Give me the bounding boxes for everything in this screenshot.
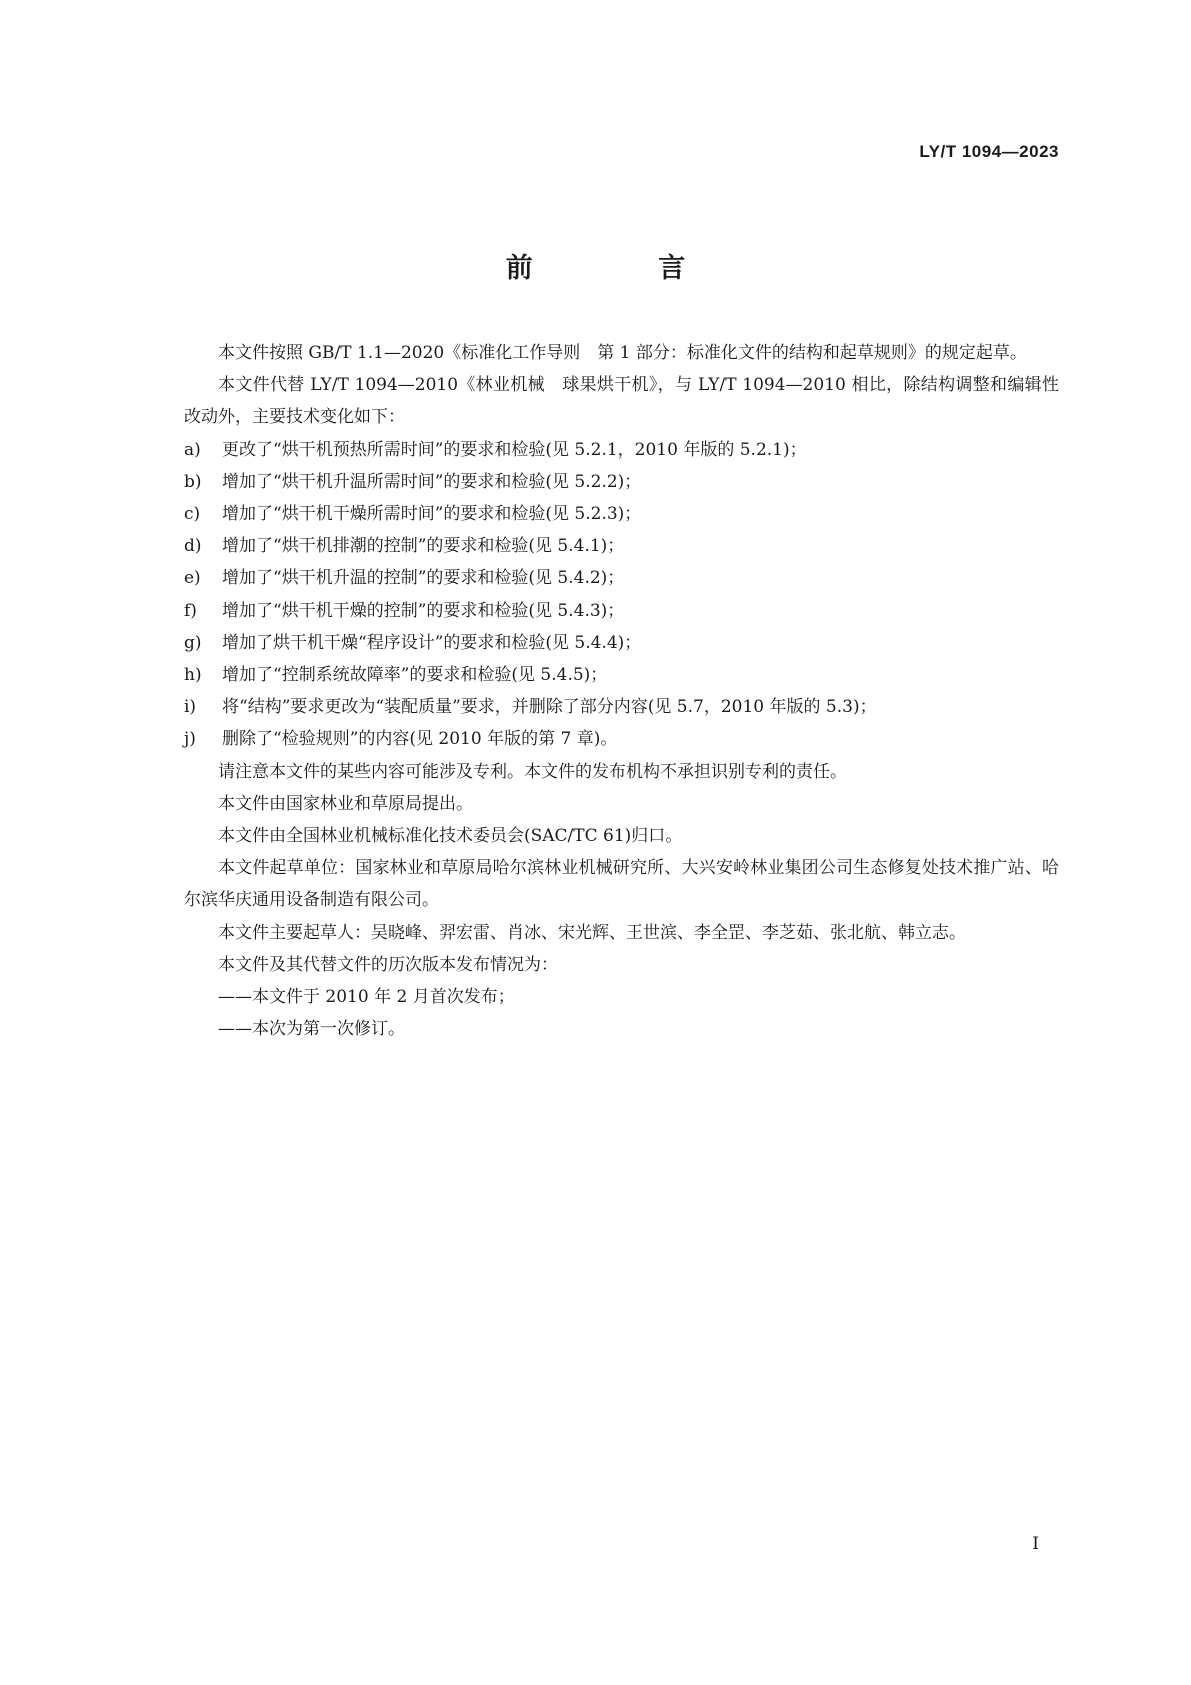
list-item	[184, 434, 1059, 466]
paragraph-proposer: 本文件由国家林业和草原局提出。	[218, 793, 473, 814]
history-item-first-release: ——本文件于 2010 年 2 月首次发布；	[218, 987, 515, 1008]
document-code: LY/T 1094—2023	[919, 142, 1059, 161]
list-item	[184, 530, 1059, 562]
page-title: 前 言	[505, 253, 744, 284]
paragraph-drafters: 本文件主要起草人：吴晓峰、羿宏雷、肖冰、宋光辉、王世滨、李全罡、李芝茹、张北航、韩立志。	[218, 922, 966, 943]
list-marker: f)	[184, 600, 197, 621]
history-item-revision: ——本次为第一次修订。	[218, 1019, 405, 1040]
list-item-text: 增加了“烘干机升温的控制”的要求和检验(见 5.4.2)；	[222, 568, 625, 589]
list-marker: c)	[184, 504, 201, 525]
list-item-text: 将“结构”要求更改为“装配质量”要求，并删除了部分内容(见 5.7，2010 年版的 5.3)；	[222, 697, 877, 718]
list-item	[184, 466, 1059, 498]
list-item	[184, 659, 1059, 691]
list-item-text: 增加了“烘干机升温所需时间”的要求和检验(见 5.2.2)；	[222, 471, 642, 492]
list-item-text: 增加了“烘干机排潮的控制”的要求和检验(见 5.4.1)；	[222, 536, 625, 557]
list-item-text: 更改了“烘干机预热所需时间”的要求和检验(见 5.2.1，2010 年版的 5.2.1)；	[222, 439, 807, 460]
list-item-text: 增加了“烘干机干燥的控制”的要求和检验(见 5.4.3)；	[222, 600, 625, 621]
paragraph-replacement: 本文件代替 LY/T 1094—2010《林业机械 球果烘干机》，与 LY/T 1094—2010 相比，除结构调整和编辑性改动外，主要技术变化如下：	[184, 375, 1059, 428]
list-item	[184, 723, 1059, 755]
foreword-body	[184, 337, 1059, 1045]
list-marker: b)	[184, 471, 202, 492]
list-item	[184, 691, 1059, 723]
list-marker: g)	[184, 632, 202, 653]
list-marker: a)	[184, 439, 201, 460]
list-marker: h)	[184, 665, 202, 686]
paragraph-drafting-rules: 本文件按照 GB/T 1.1—2020《标准化工作导则 第 1 部分：标准化文件的结构和起草规则》的规定起草。	[218, 343, 1027, 363]
paragraph-committee: 本文件由全国林业机械标准化技术委员会(SAC/TC 61)归口。	[218, 826, 683, 847]
list-marker: j)	[184, 729, 196, 750]
list-item-text: 删除了“检验规则”的内容(见 2010 年版的第 7 章)。	[222, 729, 618, 750]
list-item	[184, 595, 1059, 627]
paragraph-drafting-units: 本文件起草单位：国家林业和草原局哈尔滨林业机械研究所、大兴安岭林业集团公司生态修复处技术推广站、哈尔滨华庆通用设备制造有限公司。	[184, 858, 1059, 911]
list-item-text: 增加了烘干机干燥“程序设计”的要求和检验(见 5.4.4)；	[222, 632, 642, 653]
list-item-text: 增加了“烘干机干燥所需时间”的要求和检验(见 5.2.3)；	[222, 504, 642, 525]
list-marker: d)	[184, 536, 202, 557]
list-item	[184, 627, 1059, 659]
paragraph-patent-notice: 请注意本文件的某些内容可能涉及专利。本文件的发布机构不承担识别专利的责任。	[218, 761, 847, 782]
list-marker: i)	[184, 697, 197, 718]
list-item	[184, 562, 1059, 594]
list-item	[184, 498, 1059, 530]
page-number: Ⅰ	[1032, 1534, 1039, 1554]
changes-list	[184, 434, 1059, 756]
list-item-text: 增加了“控制系统故障率”的要求和检验(见 5.4.5)；	[222, 665, 608, 686]
paragraph-history-intro: 本文件及其代替文件的历次版本发布情况为：	[218, 954, 558, 975]
list-marker: e)	[184, 568, 201, 589]
